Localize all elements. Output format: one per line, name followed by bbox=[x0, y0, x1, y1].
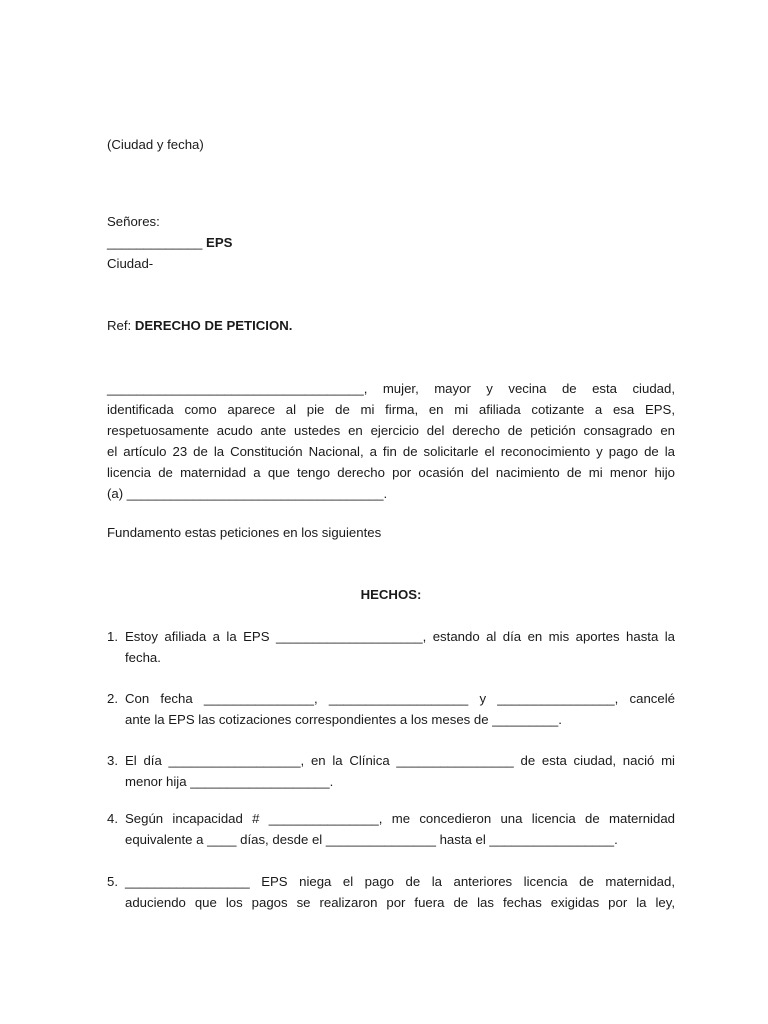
reference bbox=[107, 316, 292, 336]
hecho-line: Según incapacidad # _______________, me concedieron una licencia de maternidad bbox=[125, 811, 675, 826]
reference-prefix: Ref: bbox=[107, 318, 132, 333]
addressee-city: Ciudad- bbox=[107, 256, 154, 271]
intro-line: (a) ___________________________________. bbox=[107, 486, 388, 501]
hecho-line: Estoy afiliada a la EPS ____________________, estando al día en mis aportes hasta la bbox=[125, 629, 675, 644]
intro-line: respetuosamente acudo ante ustedes en ejercicio del derecho de petición consagrado en bbox=[107, 423, 675, 438]
hechos-title bbox=[107, 585, 675, 605]
salutation: Señores: bbox=[107, 214, 160, 229]
hecho-line: menor hija ___________________. bbox=[125, 774, 334, 789]
hecho-line: Con fecha _______________, ___________________ y ________________, cancelé bbox=[125, 691, 675, 706]
hecho-number: 4. bbox=[107, 811, 118, 826]
hecho-number: 3. bbox=[107, 753, 118, 768]
intro-line: ___________________________________, mujer, mayor y vecina de esta ciudad, bbox=[107, 381, 675, 396]
city-date: (Ciudad y fecha) bbox=[107, 137, 204, 152]
reference-subject: DERECHO DE PETICION. bbox=[134, 318, 293, 333]
hecho-line: ante la EPS las cotizaciones correspondientes a los meses de _________. bbox=[125, 712, 562, 727]
hecho-number: 1. bbox=[107, 629, 118, 644]
eps-blank: _____________ bbox=[107, 235, 203, 250]
hecho-line: _________________ EPS niega el pago de la anteriores licencia de maternidad, bbox=[125, 874, 675, 889]
hecho-number: 5. bbox=[107, 874, 118, 889]
hecho-line: fecha. bbox=[125, 650, 161, 665]
hecho-number: 2. bbox=[107, 691, 118, 706]
hecho-line: aduciendo que los pagos se realizaron por fuera de las fechas exigidas por la ley, bbox=[125, 895, 675, 910]
intro-line: el artículo 23 de la Constitución Nacional, a fin de solicitarle el reconocimiento y pago de la bbox=[107, 444, 675, 459]
intro-line: licencia de maternidad a que tengo derecho por ocasión del nacimiento de mi menor hijo bbox=[107, 465, 675, 480]
hecho-line: El día __________________, en la Clínica ________________ de esta ciudad, nació mi bbox=[125, 753, 675, 768]
fundamento-text: Fundamento estas peticiones en los siguientes bbox=[107, 525, 382, 540]
intro-line: identificada como aparece al pie de mi firma, en mi afiliada cotizante a esa EPS, bbox=[107, 402, 675, 417]
addressee-eps bbox=[107, 233, 232, 253]
hechos-title-text: HECHOS: bbox=[360, 587, 422, 602]
eps-label: EPS bbox=[206, 235, 233, 250]
hecho-line: equivalente a ____ días, desde el _______________ hasta el _________________. bbox=[125, 832, 618, 847]
